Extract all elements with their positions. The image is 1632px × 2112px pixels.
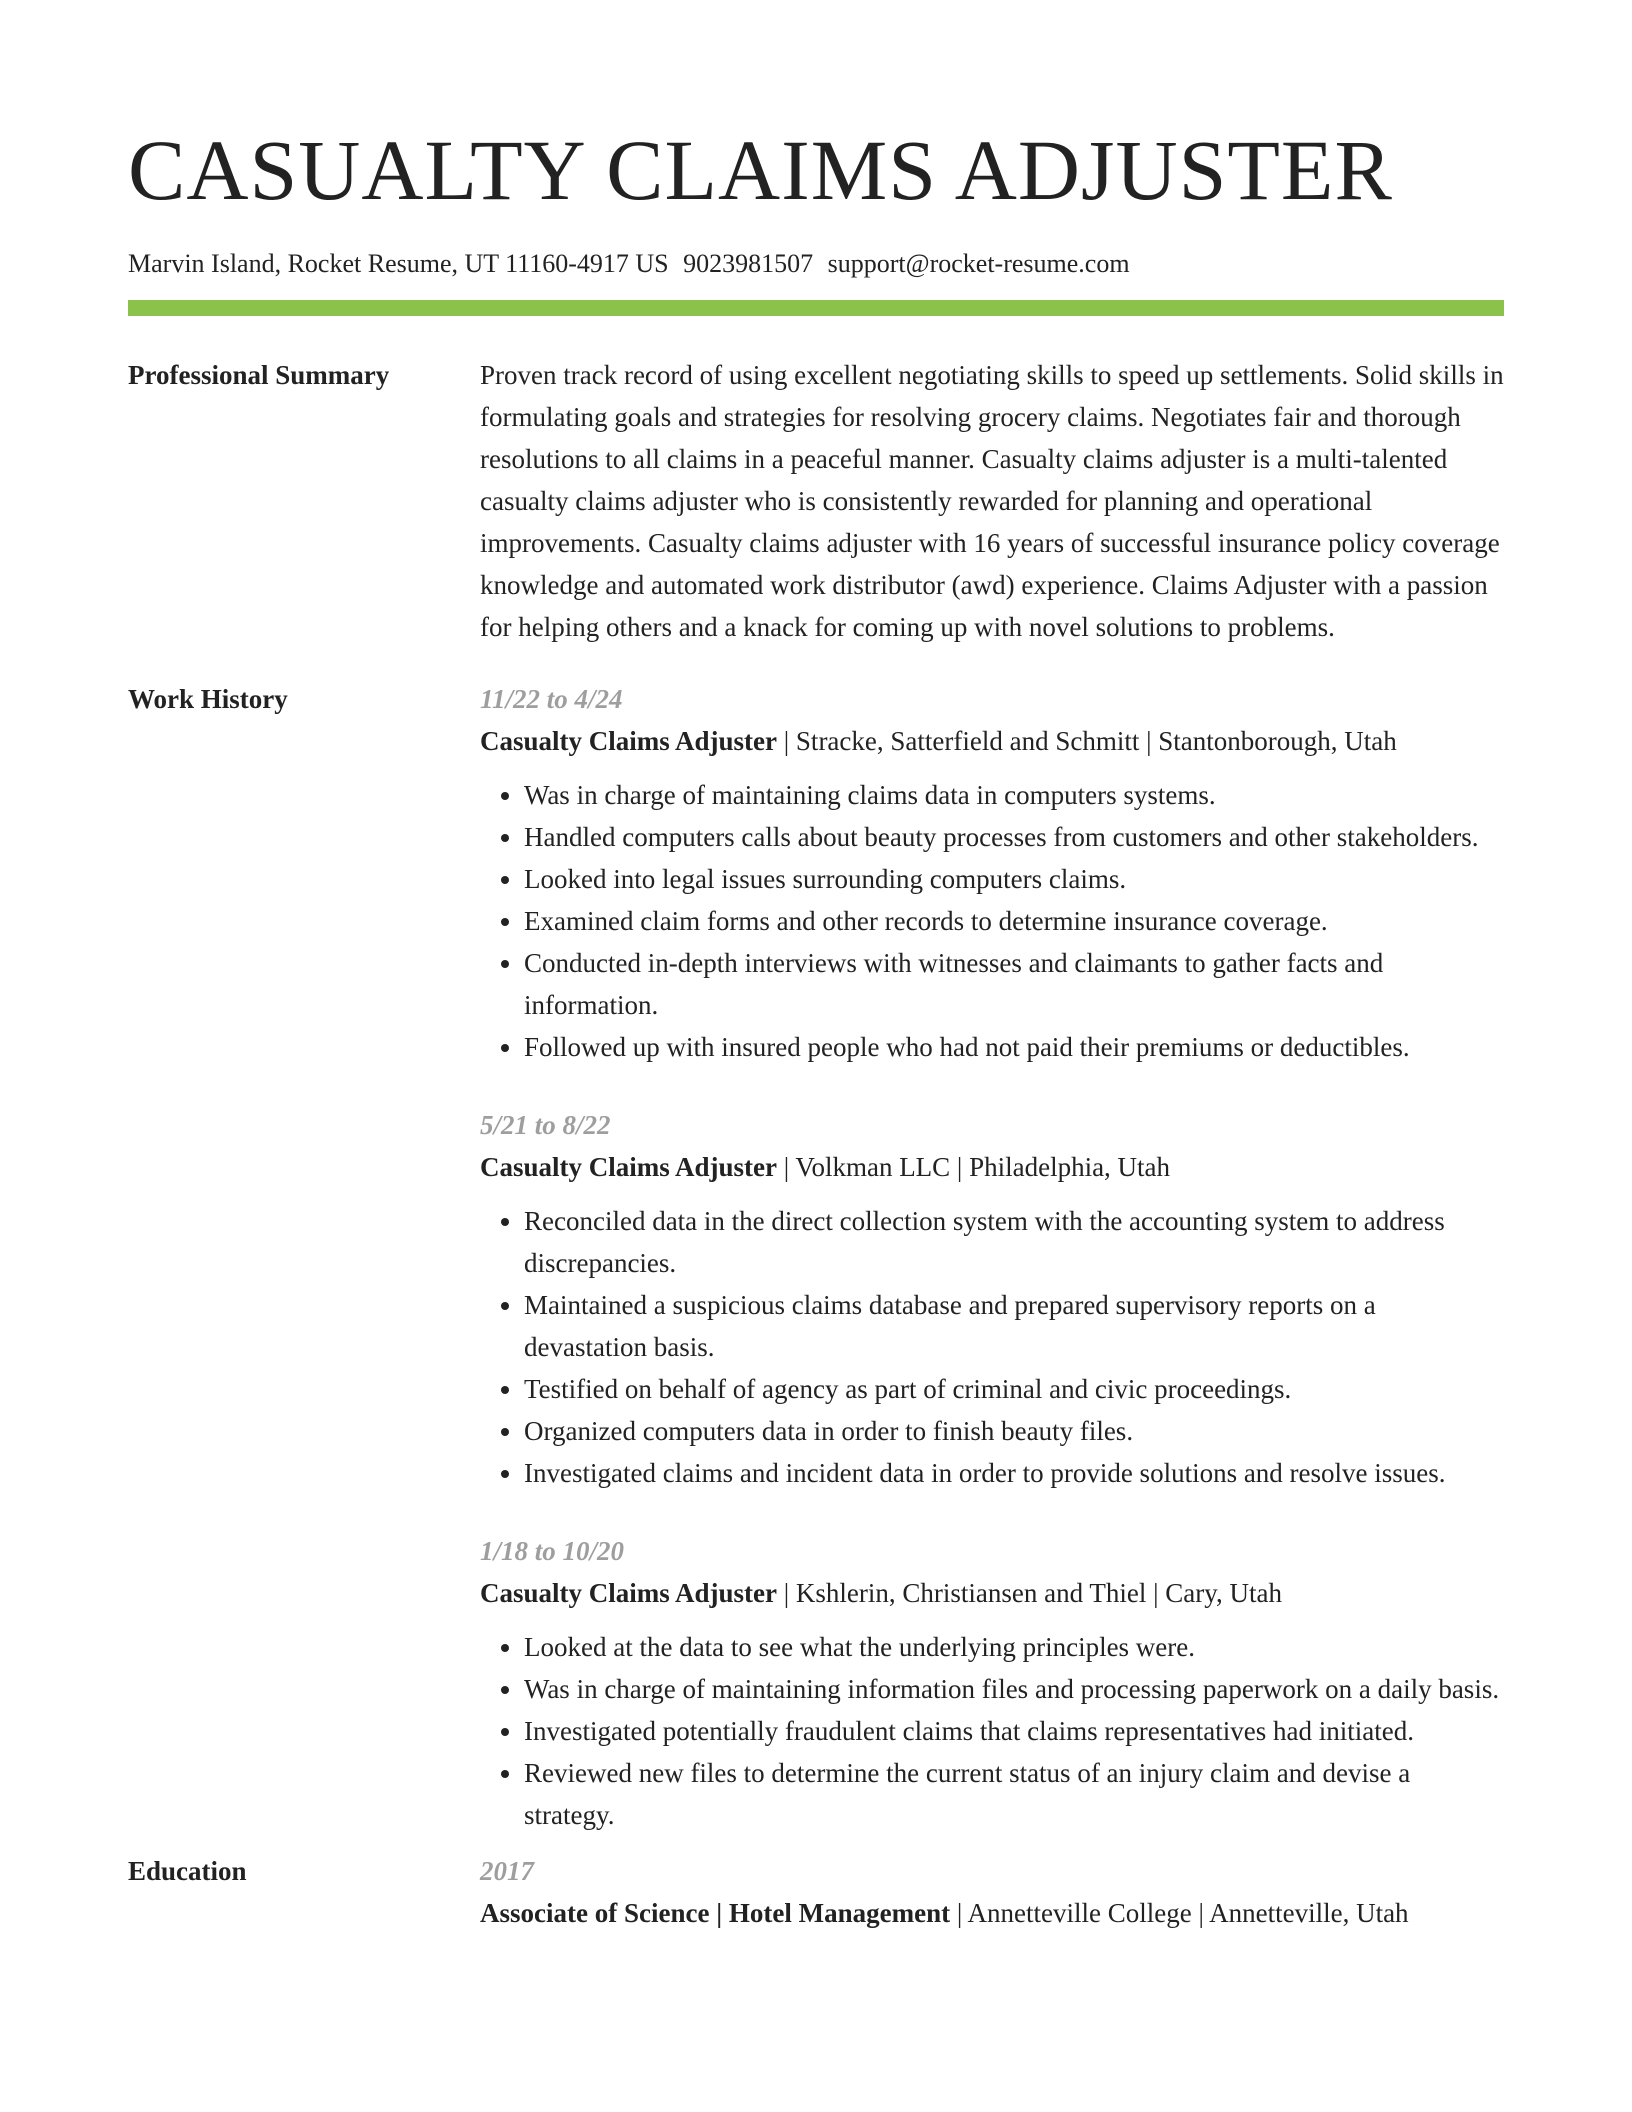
- education-field: Hotel Management: [728, 1898, 951, 1928]
- job-details: | Kshlerin, Christiansen and Thiel | Cary, Utah: [777, 1578, 1282, 1608]
- job-title: Casualty Claims Adjuster: [480, 1578, 778, 1608]
- job-bullets: [480, 1626, 1504, 1836]
- list-item: • Investigated claims and incident data in order to provide solutions and resolve issues.: [524, 1452, 1504, 1494]
- job-dates: 5/21 to 8/22: [480, 1110, 611, 1140]
- section-heading: Work History: [128, 684, 288, 714]
- education-separator: |: [709, 1898, 729, 1928]
- list-item: • Was in charge of maintaining information files and processing paperwork on a daily basis.: [524, 1668, 1504, 1710]
- job-dates: 1/18 to 10/20: [480, 1536, 625, 1566]
- education-line: [480, 1892, 1504, 1934]
- work-history-list: [480, 678, 1504, 1836]
- list-item: • Examined claim forms and other records to determine insurance coverage.: [524, 900, 1504, 942]
- job-details: | Volkman LLC | Philadelphia, Utah: [777, 1152, 1171, 1182]
- job-bullets: [480, 1200, 1504, 1494]
- job-entry: [480, 1530, 1504, 1836]
- summary-section: [128, 354, 1504, 648]
- job-title-line: [480, 720, 1504, 762]
- contact-address: Marvin Island, Rocket Resume, UT 11160-4917 US: [128, 249, 669, 278]
- list-item: • Investigated potentially fraudulent claims that claims representatives had initiated.: [524, 1710, 1504, 1752]
- contact-line: [128, 248, 1504, 280]
- education-degree: Associate of Science: [480, 1898, 710, 1928]
- list-item: • Maintained a suspicious claims database and prepared supervisory reports on a devastation basis.: [524, 1284, 1504, 1368]
- job-entry: [480, 1104, 1504, 1494]
- contact-phone: 9023981507: [683, 249, 814, 278]
- resume-page: [128, 0, 1504, 1934]
- section-heading: Professional Summary: [128, 360, 390, 390]
- work-history-section: [128, 678, 1504, 1836]
- list-item: • Reviewed new files to determine the current status of an injury claim and devise a strategy.: [524, 1752, 1504, 1836]
- list-item: • Was in charge of maintaining claims data in computers systems.: [524, 774, 1504, 816]
- job-title: Casualty Claims Adjuster: [480, 726, 778, 756]
- job-title: Casualty Claims Adjuster: [480, 1152, 778, 1182]
- job-details: | Stracke, Satterfield and Schmitt | Stantonborough, Utah: [777, 726, 1397, 756]
- list-item: • Organized computers data in order to finish beauty files.: [524, 1410, 1504, 1452]
- list-item: • Followed up with insured people who had not paid their premiums or deductibles.: [524, 1026, 1504, 1068]
- education-school: | Annetteville College | Annetteville, Utah: [950, 1898, 1409, 1928]
- education-entry: [480, 1850, 1504, 1934]
- list-item: • Reconciled data in the direct collection system with the accounting system to address discrepancies.: [524, 1200, 1504, 1284]
- education-year: 2017: [480, 1856, 534, 1886]
- list-item: • Testified on behalf of agency as part of criminal and civic proceedings.: [524, 1368, 1504, 1410]
- summary-text: Proven track record of using excellent negotiating skills to speed up settlements. Solid skills in formulating goals and strategies for resolving grocery claims. Negotiates fair and thorough resolutions to all claims in a peaceful manner. Casualty claims adjuster is a multi-talented casualty claims adjuster who is consistently rewarded for planning and operational improvements. Casualty claims adjuster with 16 years of successful insurance policy coverage knowledge and automated work distributor (awd) experience. Claims Adjuster with a passion for helping others and a knack for coming up with novel solutions to problems.: [480, 360, 1504, 642]
- section-heading: Education: [128, 1856, 247, 1886]
- list-item: • Conducted in-depth interviews with witnesses and claimants to gather facts and information.: [524, 942, 1504, 1026]
- job-bullets: [480, 774, 1504, 1068]
- job-dates: 11/22 to 4/24: [480, 684, 623, 714]
- job-title-line: [480, 1572, 1504, 1614]
- resume-name: CASUALTY CLAIMS ADJUSTER: [128, 122, 1393, 218]
- job-title-line: [480, 1146, 1504, 1188]
- list-item: • Looked into legal issues surrounding computers claims.: [524, 858, 1504, 900]
- education-section: [128, 1850, 1504, 1934]
- header-divider: [128, 300, 1504, 316]
- list-item: • Handled computers calls about beauty processes from customers and other stakeholders.: [524, 816, 1504, 858]
- job-entry: [480, 678, 1504, 1068]
- list-item: • Looked at the data to see what the underlying principles were.: [524, 1626, 1504, 1668]
- contact-email: support@rocket-resume.com: [827, 249, 1130, 278]
